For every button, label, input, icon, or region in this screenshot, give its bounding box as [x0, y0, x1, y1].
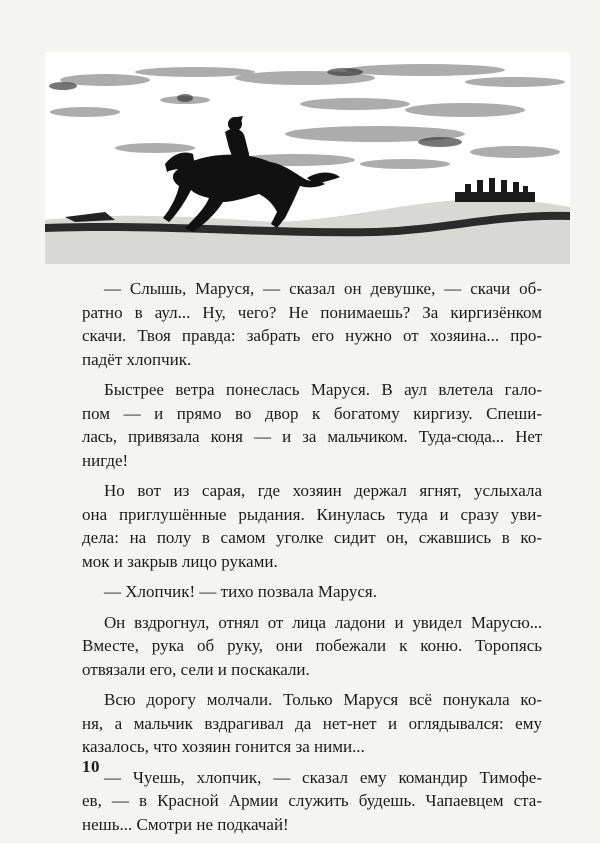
paragraph — [82, 688, 542, 759]
text-line: казалось, что хозяин гонится за ними... — [82, 737, 365, 756]
text-line: лась, привязала коня — и за мальчиком. Туда-сюда... Нет — [82, 427, 542, 446]
paragraph — [82, 766, 542, 837]
article-text — [82, 277, 542, 836]
text-line: Вместе, рука об руку, они побежали к коню. Торопясь — [82, 636, 542, 655]
text-line: пом — и прямо во двор к богатому киргизу. Спеши- — [82, 403, 542, 423]
paragraph — [82, 580, 542, 604]
text-line: дела: на полу в самом уголке сидит он, сжавшись в ко- — [82, 528, 542, 547]
text-line: она приглушённые рыдания. Кинулась туда и сразу уви- — [82, 504, 542, 524]
text-line: мок и закрыв лицо руками. — [82, 551, 278, 571]
text-line: ратно в аул... Ну, чего? Не понимаешь? За киргизёнком — [82, 302, 542, 322]
text-line: — Чуешь, хлопчик, — сказал ему командир Тимофе- — [104, 767, 542, 787]
text-line: ев, — в Красной Армии служить будешь. Чапаевцем ста- — [82, 791, 542, 810]
text-line: ня, а мальчик вздрагивал да нет-нет и оглядывался: ему — [82, 713, 542, 733]
text-line: нешь... Смотри не подкачай! — [82, 814, 289, 834]
page-number: 10 — [82, 757, 100, 776]
text-line: скачи. Твоя правда: забрать его нужно от хозяина... про- — [82, 326, 542, 345]
paragraph — [82, 479, 542, 573]
text-line: отвязали его, сели и поскакали. — [82, 659, 310, 679]
text-line: Всю дорогу молчали. Только Маруся всё понукала ко- — [104, 690, 542, 709]
text-line: Быстрее ветра понеслась Маруся. В аул влетела гало- — [104, 380, 542, 399]
text-line: — Хлопчик! — тихо позвала Маруся. — [104, 582, 377, 601]
text-line: Но вот из сарая, где хозяин держал ягнят, услыхала — [104, 481, 542, 500]
paragraph — [82, 611, 542, 682]
paragraph — [82, 378, 542, 472]
text-line: — Слышь, Маруся, — сказал он девушке, — скачи об- — [104, 279, 542, 298]
text-line: падёт хлопчик. — [82, 349, 192, 369]
paragraph — [82, 277, 542, 371]
text-line: нигде! — [82, 450, 129, 470]
text-line: Он вздрогнул, отнял от лица ладони и увидел Марусю... — [104, 612, 542, 632]
horse-rider-illustration — [45, 52, 570, 264]
